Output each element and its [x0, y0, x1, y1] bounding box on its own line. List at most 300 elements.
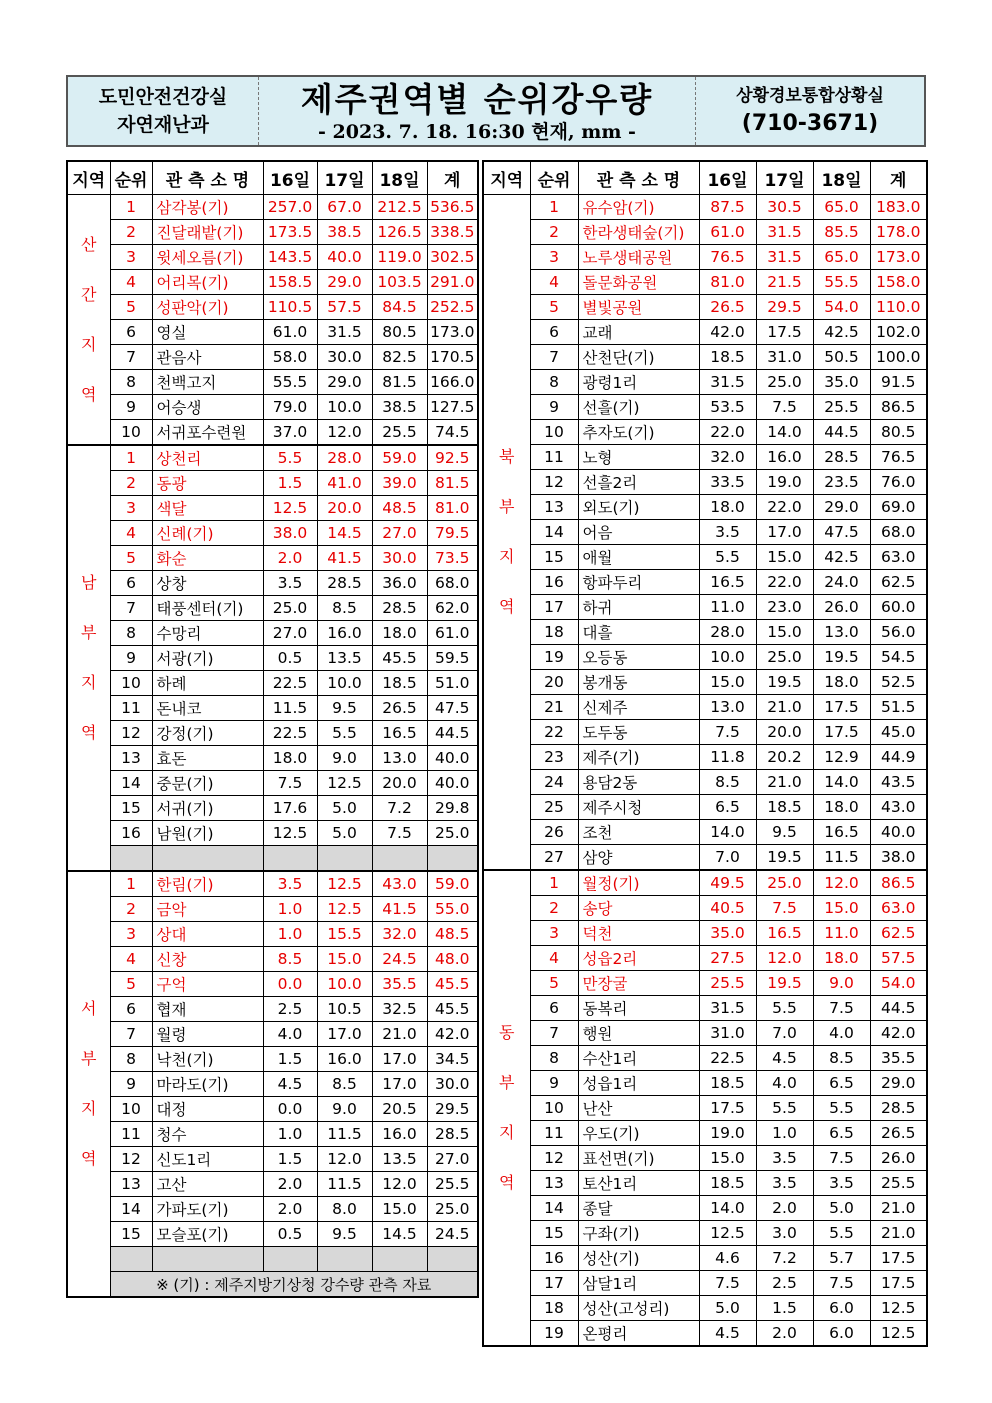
rain-day18: 65.0 — [813, 245, 870, 270]
rain-day17: 31.5 — [756, 245, 813, 270]
rank: 23 — [530, 745, 578, 770]
rain-day17: 17.0 — [317, 1022, 372, 1047]
rain-day17: 3.5 — [756, 1171, 813, 1196]
rain-day17: 25.0 — [756, 645, 813, 670]
table-row — [483, 996, 927, 1021]
table-row — [483, 845, 927, 871]
rank: 2 — [110, 897, 152, 922]
table-row — [483, 1221, 927, 1246]
rain-day16: 0.0 — [263, 972, 317, 997]
rain-day16: 37.0 — [263, 420, 317, 446]
region-label-char: 간 — [81, 284, 97, 304]
rain-total: 59.5 — [427, 646, 478, 671]
rain-day16: 31.0 — [699, 1021, 756, 1046]
rain-day17: 19.5 — [756, 971, 813, 996]
table-row — [483, 946, 927, 971]
station-name: 도두동 — [578, 720, 699, 745]
rain-day16: 14.0 — [699, 820, 756, 845]
rain-day18: 14.0 — [813, 770, 870, 795]
station-name: 신창 — [152, 947, 263, 972]
rank: 5 — [110, 295, 152, 320]
station-name: 행원 — [578, 1021, 699, 1046]
rain-total: 25.0 — [427, 1197, 478, 1222]
region-label-char: 동 — [499, 1023, 515, 1042]
rain-day16: 257.0 — [263, 195, 317, 220]
rain-day16: 1.0 — [263, 1122, 317, 1147]
rain-day16: 28.0 — [699, 620, 756, 645]
region-label-char: 역 — [81, 723, 97, 742]
table-row — [483, 520, 927, 545]
region-label-char: 지 — [499, 547, 515, 566]
table-row — [483, 1246, 927, 1271]
rain-day18: 17.5 — [813, 720, 870, 745]
rank: 14 — [110, 1197, 152, 1222]
table-row — [67, 771, 478, 796]
table-row — [483, 220, 927, 245]
rain-total: 12.5 — [870, 1296, 927, 1321]
rain-day16: 11.0 — [699, 595, 756, 620]
rain-day17: 2.5 — [756, 1271, 813, 1296]
rain-day17: 18.5 — [756, 795, 813, 820]
rain-day16: 53.5 — [699, 395, 756, 420]
station-name: 한림(기) — [152, 871, 263, 897]
rain-day18: 7.5 — [813, 1146, 870, 1171]
station-name: 수망리 — [152, 621, 263, 646]
rain-day16: 35.0 — [699, 921, 756, 946]
station-name: 제주시청 — [578, 795, 699, 820]
station-name: 월정(기) — [578, 870, 699, 896]
table-row — [483, 445, 927, 470]
station-name: 색달 — [152, 496, 263, 521]
rank: 3 — [530, 921, 578, 946]
rain-day16: 22.5 — [263, 671, 317, 696]
table-row — [67, 546, 478, 571]
rain-total: 44.9 — [870, 745, 927, 770]
rain-day17: 5.5 — [317, 721, 372, 746]
page-title: 제주권역별 순위강우량 — [300, 80, 654, 119]
rain-day18: 38.5 — [372, 395, 427, 420]
table-row — [67, 871, 478, 897]
station-name: 영실 — [152, 320, 263, 345]
rain-day17: 19.5 — [756, 670, 813, 695]
table-row — [67, 1072, 478, 1097]
rank: 10 — [110, 671, 152, 696]
rain-total: 21.0 — [870, 1196, 927, 1221]
table-row — [483, 1196, 927, 1221]
rain-day17: 21.0 — [756, 695, 813, 720]
rain-day16: 33.5 — [699, 470, 756, 495]
region-label — [483, 195, 530, 871]
rain-day18: 25.5 — [813, 395, 870, 420]
station-name: 구좌(기) — [578, 1221, 699, 1246]
rain-total: 291.0 — [427, 270, 478, 295]
rain-day17: 1.5 — [756, 1296, 813, 1321]
station-name: 표선면(기) — [578, 1146, 699, 1171]
rain-day18: 5.5 — [813, 1221, 870, 1246]
region-label-char: 역 — [499, 1173, 515, 1192]
region-label-char: 부 — [81, 623, 97, 642]
region-label-char: 부 — [81, 1049, 97, 1068]
rank: 26 — [530, 820, 578, 845]
rank: 13 — [530, 495, 578, 520]
station-name: 신제주 — [578, 695, 699, 720]
station-name: 금악 — [152, 897, 263, 922]
rank: 3 — [110, 496, 152, 521]
station-name: 만장굴 — [578, 971, 699, 996]
rank: 15 — [110, 1222, 152, 1247]
rank: 11 — [530, 445, 578, 470]
rain-total: 47.5 — [427, 696, 478, 721]
rain-day16: 55.5 — [263, 370, 317, 395]
rain-total: 17.5 — [870, 1246, 927, 1271]
station-name: 낙천(기) — [152, 1047, 263, 1072]
rain-day17: 41.0 — [317, 471, 372, 496]
rain-day16: 40.5 — [699, 896, 756, 921]
rain-total: 79.5 — [427, 521, 478, 546]
rain-day17: 11.5 — [317, 1172, 372, 1197]
table-row — [483, 971, 927, 996]
table-row — [67, 471, 478, 496]
rain-day16: 3.5 — [263, 571, 317, 596]
rain-day18: 20.0 — [372, 771, 427, 796]
rain-total: 86.5 — [870, 870, 927, 896]
rain-total: 45.5 — [427, 972, 478, 997]
table-row — [67, 370, 478, 395]
table-row — [483, 695, 927, 720]
region-label — [67, 445, 110, 871]
station-name: 제주(기) — [578, 745, 699, 770]
rainfall-table-right — [482, 160, 928, 1347]
region-label — [67, 195, 110, 446]
rank: 21 — [530, 695, 578, 720]
rain-day17: 20.0 — [317, 496, 372, 521]
rank: 14 — [110, 771, 152, 796]
right-table-body — [483, 195, 927, 1347]
table-row — [67, 1097, 478, 1122]
rain-total: 536.5 — [427, 195, 478, 220]
header-day17: 17일 — [317, 161, 372, 195]
rain-day18: 43.0 — [372, 871, 427, 897]
filler-cell — [372, 1247, 427, 1272]
rank: 7 — [530, 345, 578, 370]
rain-total: 61.0 — [427, 621, 478, 646]
rain-day16: 5.5 — [263, 445, 317, 471]
rain-day18: 12.0 — [813, 870, 870, 896]
rain-day17: 22.0 — [756, 570, 813, 595]
filler-row — [67, 1247, 478, 1272]
rank: 11 — [530, 1121, 578, 1146]
rain-total: 25.0 — [427, 821, 478, 846]
table-row — [67, 395, 478, 420]
region-label-char: 지 — [81, 673, 97, 692]
rain-day17: 29.0 — [317, 370, 372, 395]
rain-day16: 2.0 — [263, 1172, 317, 1197]
station-name: 어승생 — [152, 395, 263, 420]
rain-day18: 15.0 — [372, 1197, 427, 1222]
rank: 6 — [530, 320, 578, 345]
rain-day16: 61.0 — [699, 220, 756, 245]
station-name: 상천리 — [152, 445, 263, 471]
filler-row — [67, 846, 478, 872]
rain-day16: 0.5 — [263, 646, 317, 671]
rain-day18: 8.5 — [813, 1046, 870, 1071]
station-name: 덕천 — [578, 921, 699, 946]
table-row — [483, 745, 927, 770]
rain-day16: 18.0 — [699, 495, 756, 520]
station-name: 신도1리 — [152, 1147, 263, 1172]
rain-day17: 2.0 — [756, 1196, 813, 1221]
rain-day18: 12.9 — [813, 745, 870, 770]
department-box — [68, 77, 259, 145]
rain-day18: 47.5 — [813, 520, 870, 545]
rain-day17: 10.0 — [317, 395, 372, 420]
rain-total: 45.0 — [870, 720, 927, 745]
rain-day16: 22.5 — [263, 721, 317, 746]
table-row — [483, 1321, 927, 1347]
rain-total: 63.0 — [870, 545, 927, 570]
rain-total: 21.0 — [870, 1221, 927, 1246]
rain-day17: 25.0 — [756, 370, 813, 395]
rain-day16: 3.5 — [699, 520, 756, 545]
rain-day16: 5.0 — [699, 1296, 756, 1321]
rain-total: 76.5 — [870, 445, 927, 470]
rank: 22 — [530, 720, 578, 745]
rain-day16: 19.0 — [699, 1121, 756, 1146]
rain-day18: 23.5 — [813, 470, 870, 495]
rank: 9 — [110, 395, 152, 420]
rain-day17: 1.0 — [756, 1121, 813, 1146]
region-label-char: 북 — [499, 447, 515, 466]
rain-day18: 80.5 — [372, 320, 427, 345]
table-row — [483, 896, 927, 921]
rain-day16: 15.0 — [699, 1146, 756, 1171]
station-name: 남원(기) — [152, 821, 263, 846]
station-name: 성산(기) — [578, 1246, 699, 1271]
rain-day16: 16.5 — [699, 570, 756, 595]
rain-day18: 29.0 — [813, 495, 870, 520]
rain-day16: 31.5 — [699, 370, 756, 395]
rain-day18: 7.2 — [372, 796, 427, 821]
table-row — [483, 795, 927, 820]
rain-day18: 17.5 — [813, 695, 870, 720]
source-note: ※ (기) : 제주지방기상청 강수량 관측 자료 — [110, 1272, 478, 1298]
rain-day16: 18.5 — [699, 1171, 756, 1196]
table-row — [483, 820, 927, 845]
station-name: 온평리 — [578, 1321, 699, 1347]
rain-total: 26.5 — [870, 1121, 927, 1146]
rain-day18: 18.5 — [372, 671, 427, 696]
rank: 3 — [530, 245, 578, 270]
station-name: 천백고지 — [152, 370, 263, 395]
rain-day17: 20.0 — [756, 720, 813, 745]
rain-day16: 110.5 — [263, 295, 317, 320]
station-name: 하귀 — [578, 595, 699, 620]
rank: 14 — [530, 520, 578, 545]
rain-day17: 21.0 — [756, 770, 813, 795]
table-row — [67, 1047, 478, 1072]
rank: 15 — [530, 545, 578, 570]
station-name: 산천단(기) — [578, 345, 699, 370]
rank: 19 — [530, 645, 578, 670]
rain-total: 17.5 — [870, 1271, 927, 1296]
rain-day18: 42.5 — [813, 545, 870, 570]
title-box — [259, 77, 695, 145]
rain-day16: 3.5 — [263, 871, 317, 897]
rain-day16: 1.5 — [263, 1047, 317, 1072]
rain-total: 30.0 — [427, 1072, 478, 1097]
table-row — [483, 720, 927, 745]
rain-day18: 7.5 — [813, 1271, 870, 1296]
rain-day18: 44.5 — [813, 420, 870, 445]
table-row — [483, 670, 927, 695]
table-row — [483, 595, 927, 620]
rank: 10 — [110, 420, 152, 446]
header-day18: 18일 — [372, 161, 427, 195]
rain-day18: 7.5 — [372, 821, 427, 846]
filler-cell — [110, 1247, 152, 1272]
rain-day18: 36.0 — [372, 571, 427, 596]
rank: 7 — [110, 596, 152, 621]
rain-day17: 9.5 — [756, 820, 813, 845]
rain-day17: 30.5 — [756, 195, 813, 220]
region-label-char: 서 — [81, 999, 97, 1018]
rain-day18: 84.5 — [372, 295, 427, 320]
rank: 19 — [530, 1321, 578, 1347]
rain-total: 48.0 — [427, 947, 478, 972]
rank: 4 — [530, 270, 578, 295]
rank: 12 — [110, 1147, 152, 1172]
filler-cell — [263, 846, 317, 872]
rain-day16: 4.0 — [263, 1022, 317, 1047]
rain-total: 62.0 — [427, 596, 478, 621]
rain-day17: 10.0 — [317, 671, 372, 696]
rain-day17: 5.5 — [756, 996, 813, 1021]
rain-day16: 7.5 — [699, 720, 756, 745]
rain-day16: 25.5 — [699, 971, 756, 996]
rain-day18: 85.5 — [813, 220, 870, 245]
rain-day16: 22.0 — [699, 420, 756, 445]
rain-day16: 15.0 — [699, 670, 756, 695]
rain-day18: 65.0 — [813, 195, 870, 220]
table-row — [483, 570, 927, 595]
rain-day17: 21.5 — [756, 270, 813, 295]
table-row — [67, 420, 478, 446]
header-day17: 17일 — [756, 161, 813, 195]
station-name: 서귀(기) — [152, 796, 263, 821]
station-name: 추자도(기) — [578, 420, 699, 445]
rain-total: 69.0 — [870, 495, 927, 520]
rain-day16: 22.5 — [699, 1046, 756, 1071]
table-row — [483, 1121, 927, 1146]
rain-total: 29.8 — [427, 796, 478, 821]
rain-day18: 119.0 — [372, 245, 427, 270]
region-label-char: 부 — [499, 1073, 515, 1092]
rank: 12 — [110, 721, 152, 746]
rain-day17: 15.0 — [317, 947, 372, 972]
rain-day17: 8.5 — [317, 1072, 372, 1097]
rain-day18: 212.5 — [372, 195, 427, 220]
station-name: 난산 — [578, 1096, 699, 1121]
rain-day17: 7.5 — [756, 896, 813, 921]
rain-total: 40.0 — [427, 771, 478, 796]
rain-day17: 16.0 — [756, 445, 813, 470]
rank: 11 — [110, 696, 152, 721]
rain-day17: 5.0 — [317, 796, 372, 821]
region-label-char: 지 — [81, 1099, 97, 1118]
rain-total: 68.0 — [427, 571, 478, 596]
rank: 20 — [530, 670, 578, 695]
rain-day16: 49.5 — [699, 870, 756, 896]
rank: 10 — [530, 1096, 578, 1121]
rain-day16: 4.6 — [699, 1246, 756, 1271]
rain-day18: 30.0 — [372, 546, 427, 571]
rank: 8 — [110, 370, 152, 395]
rank: 4 — [110, 947, 152, 972]
rain-day17: 31.0 — [756, 345, 813, 370]
table-row — [483, 1146, 927, 1171]
table-row — [67, 1022, 478, 1047]
rank: 2 — [110, 471, 152, 496]
table-row — [67, 897, 478, 922]
filler-cell — [427, 1247, 478, 1272]
rain-total: 27.0 — [427, 1147, 478, 1172]
rank: 12 — [530, 1146, 578, 1171]
table-row — [67, 1222, 478, 1247]
rain-day18: 11.0 — [813, 921, 870, 946]
station-name: 고산 — [152, 1172, 263, 1197]
rain-day16: 7.0 — [699, 845, 756, 871]
rain-total: 302.5 — [427, 245, 478, 270]
rain-total: 63.0 — [870, 896, 927, 921]
rank: 9 — [110, 646, 152, 671]
table-row — [483, 1046, 927, 1071]
rain-day18: 41.5 — [372, 897, 427, 922]
rain-day16: 0.5 — [263, 1222, 317, 1247]
station-name: 성판악(기) — [152, 295, 263, 320]
rain-day18: 16.0 — [372, 1122, 427, 1147]
rank: 9 — [530, 1071, 578, 1096]
filler-cell — [152, 846, 263, 872]
rain-total: 43.0 — [870, 795, 927, 820]
rain-total: 43.5 — [870, 770, 927, 795]
table-row — [483, 470, 927, 495]
rain-day18: 5.7 — [813, 1246, 870, 1271]
filler-cell — [317, 1247, 372, 1272]
rain-total: 100.0 — [870, 345, 927, 370]
rain-day16: 11.8 — [699, 745, 756, 770]
station-name: 강정(기) — [152, 721, 263, 746]
rank: 4 — [110, 270, 152, 295]
rain-total: 102.0 — [870, 320, 927, 345]
rain-day16: 4.5 — [263, 1072, 317, 1097]
header-region: 지역 — [483, 161, 530, 195]
station-name: 윗세오름(기) — [152, 245, 263, 270]
rain-day18: 25.5 — [372, 420, 427, 446]
table-row — [67, 270, 478, 295]
rain-day17: 16.0 — [317, 1047, 372, 1072]
rain-day17: 7.2 — [756, 1246, 813, 1271]
station-name: 노형 — [578, 445, 699, 470]
rain-total: 173.0 — [427, 320, 478, 345]
rain-day16: 18.5 — [699, 345, 756, 370]
station-name: 항파두리 — [578, 570, 699, 595]
rain-day17: 31.5 — [317, 320, 372, 345]
rank: 9 — [110, 1072, 152, 1097]
station-name: 토산1리 — [578, 1171, 699, 1196]
rain-day18: 28.5 — [813, 445, 870, 470]
rain-day17: 67.0 — [317, 195, 372, 220]
rain-day18: 7.5 — [813, 996, 870, 1021]
